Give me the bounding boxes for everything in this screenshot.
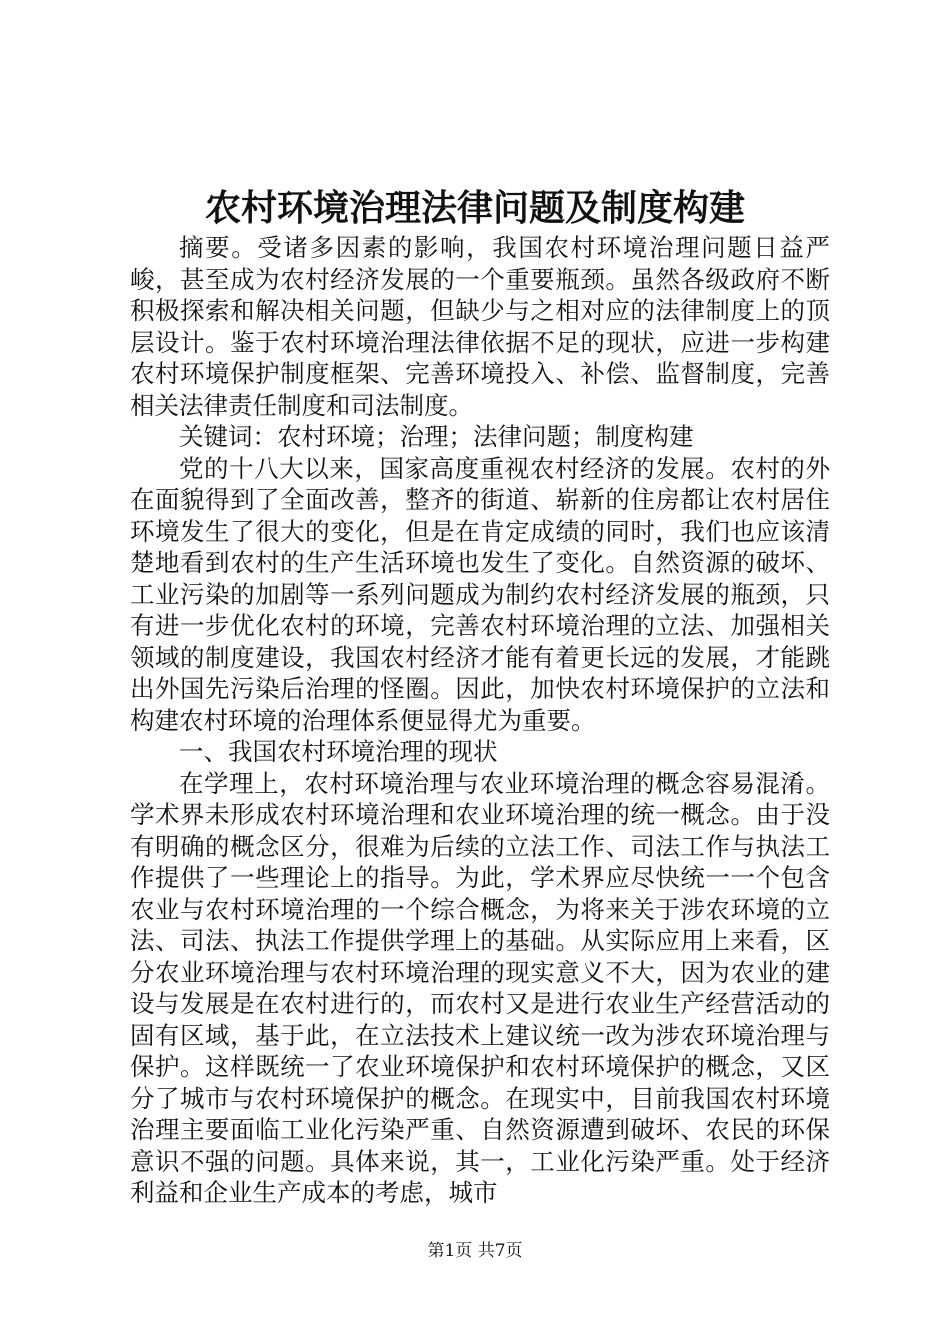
section-heading: 一、我国农村环境治理的现状: [179, 737, 498, 766]
page-footer: 第1页 共7页: [427, 1241, 523, 1261]
document-body: [130, 232, 830, 1209]
intro-paragraph: 党的十八大以来，国家高度重视农村经济的发展。农村的外在面貌得到了全面改善，整齐的街道、崭新的住房都让农村居住环境发生了很大的变化，但是在肯定成绩的同时，我们也应该清楚地看到农村的生产生活环境也发生了变化。自然资源的破坏、工业污染的加剧等一系列问题成为制约农村经济发展的瓶颈，只有进一步优化农村的环境，完善农村环境治理的立法、加强相关领域的制度建设，我国农村经济才能有着更长远的发展，才能跳出外国先污染后治理的怪圈。因此，加快农村环境保护的立法和构建农村环境的治理体系便显得尤为重要。: [130, 453, 830, 735]
keywords-paragraph: 关键词：农村环境；治理；法律问题；制度构建: [179, 422, 694, 451]
abstract-paragraph: 摘要。受诸多因素的影响，我国农村环境治理问题日益严峻，甚至成为农村经济发展的一个重要瓶颈。虽然各级政府不断积极探索和解决相关问题，但缺少与之相对应的法律制度上的顶层设计。鉴于农村环境治理法律依据不足的现状，应进一步构建农村环境保护制度框架、完善环境投入、补偿、监督制度，完善相关法律责任制度和司法制度。: [130, 233, 830, 420]
body-paragraph: 在学理上，农村环境治理与农业环境治理的概念容易混淆。学术界未形成农村环境治理和农业环境治理的统一概念。由于没有明确的概念区分，很难为后续的立法工作、司法工作与执法工作提供了一些理论上的指导。为此，学术界应尽快统一一个包含农业与农村环境治理的一个综合概念，为将来关于涉农环境的立法、司法、执法工作提供学理上的基础。从实际应用上来看，区分农业环境治理与农村环境治理的现实意义不大，因为农业的建设与发展是在农村进行的，而农村又是进行农业生产经营活动的固有区域，基于此，在立法技术上建议统一改为涉农环境治理与保护。这样既统一了农业环境保护和农村环境保护的概念，又区分了城市与农村环境保护的概念。在现实中，目前我国农村环境治理主要面临工业化污染严重、自然资源遭到破坏、农民的环保意识不强的问题。具体来说，其一，工业化污染严重。处于经济利益和企业生产成本的考虑，城市: [130, 768, 830, 1207]
document-title: 农村环境治理法律问题及制度构建: [204, 187, 745, 229]
